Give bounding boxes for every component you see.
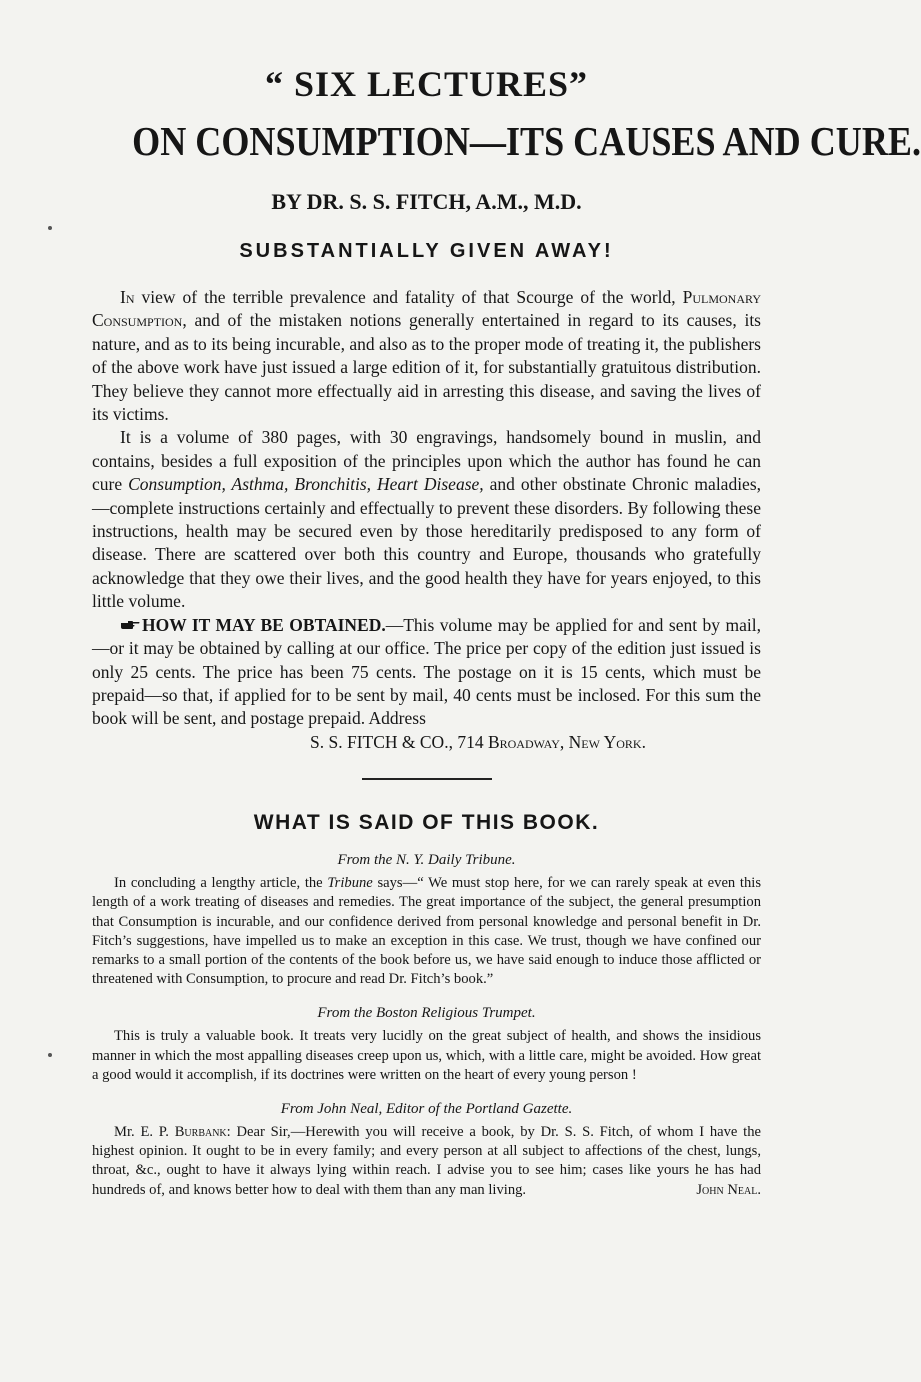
ordering-paragraph [92, 614, 761, 731]
page-title: “ SIX LECTURES” [264, 64, 589, 104]
testimonial-source: From John Neal, Editor of the Portland Gazette. [280, 1100, 573, 1117]
testimonial-text-part: Mr. E. P. [114, 1123, 175, 1140]
testimonial-text-part: In concluding a lengthy article, the [114, 875, 328, 892]
publisher-street: Broadway, New York. [487, 731, 646, 752]
author-byline: BY DR. S. S. FITCH, A.M., M.D. [271, 189, 582, 214]
testimonial-text [92, 1123, 761, 1200]
section-divider [362, 778, 492, 780]
recipient-name: Burbank [174, 1123, 227, 1140]
testimonials-heading: WHAT IS SAID OF THIS BOOK. [253, 811, 600, 835]
testimonial-text: This is truly a valuable book. It treats very lucidly on the great subject of health, and shows the insidious manner in which the most appalling diseases creep upon us, which, with a little care, might be avoided. How great a good would it accomplish, if its doctrines were written on the heart of every young person ! [92, 1028, 761, 1083]
intro-text: , and of the mistaken notions generally entertained in regard to its causes, its nature, and as to its being incurable, and also as to the proper mode of treating it, the publishers of the above work have just issued a large edition of it, for substantially gratuitous distribution. They believe they cannot more effectually aid in arresting this disease, and saving the lives of its victims. [92, 310, 761, 425]
ordering-heading: HOW IT MAY BE OBTAINED. [142, 614, 386, 635]
testimonial-text-part: says—“ We must stop here, for we can rarely speak at even this length of a work treating of diseases and remedies. The great importance of the subject, the general presumption that Consumption is incurable, and our confidence derived from personal knowledge and personal benefit in Dr. Fitch’s suggestions, have impelled us to make an exception in this case. We trust, though we have confined our remarks to a small portion of the contents of the book before us, we have said enough to induce those afflicted or threatened with Consumption, to procure and read Dr. Fitch’s book.” [92, 875, 761, 988]
margin-mark [48, 226, 52, 230]
testimonial-source: From the Boston Religious Trumpet. [317, 1005, 536, 1022]
description-text: and other obstinate Chronic maladies,—complete instructions certainly and effectually to prevent these disorders. By following these instructions, health may be secured even by those hereditarily predisposed to any form of disease. There are scattered over both this country and Europe, thousands who gratefully acknowledge that they owe their lives, and the good health they have for years enjoyed, to this little volume. [92, 474, 762, 612]
page-subtitle: ON CONSUMPTION—ITS CAUSES AND CURE. [132, 118, 921, 164]
margin-mark [48, 1053, 52, 1057]
tagline: SUBSTANTIALLY GIVEN AWAY! [239, 240, 614, 262]
intro-text: view of the terrible prevalence and fatality of that Scourge of the world, [134, 287, 683, 307]
disease-name: Pulmonary Consumption [92, 287, 761, 331]
testimonial-text [92, 874, 761, 989]
pointing-hand-icon [120, 614, 142, 637]
disease-list: Consumption, Asthma, Bronchitis, Heart Disease, [128, 474, 484, 495]
ordering-text: —This volume may be applied for and sent by mail,—or it may be obtained by calling at our office. The price per copy of the edition just issued is only 25 cents. The price has been 75 cents. The postage on it is 15 cents, which must be prepaid—so that, if applied for to be sent by mail, 40 cents must be inclosed. For this sum the book will be sent, and postage prepaid. Address [92, 614, 761, 729]
newspaper-name: Tribune [327, 875, 373, 892]
testimonial-text-part: : Dear Sir,—Herewith you will receive a book, by Dr. S. S. Fitch, of whom I have the highest opinion. It ought to be in every family; and every person at all subject to affections of the chest, lungs, throat, &c., ought to have it always lying within reach. I advise you to see him; cases like yours he has had hundreds of, and knows better how to deal with them than any man living. [92, 1123, 761, 1198]
intro-paragraph [92, 286, 761, 426]
testimonial-source: From the N. Y. Daily Tribune. [337, 852, 516, 869]
description-paragraph [92, 426, 761, 613]
signature: John Neal. [696, 1181, 761, 1198]
publisher-address [92, 731, 761, 754]
publisher-name: S. S. FITCH & CO., 714 [310, 731, 488, 752]
description-text: It is a volume of 380 pages, with 30 engravings, handsomely bound in muslin, and contains, besides a full exposition of the principles upon which the author has found he can cure [92, 427, 761, 495]
drop-lead: In [120, 287, 135, 307]
